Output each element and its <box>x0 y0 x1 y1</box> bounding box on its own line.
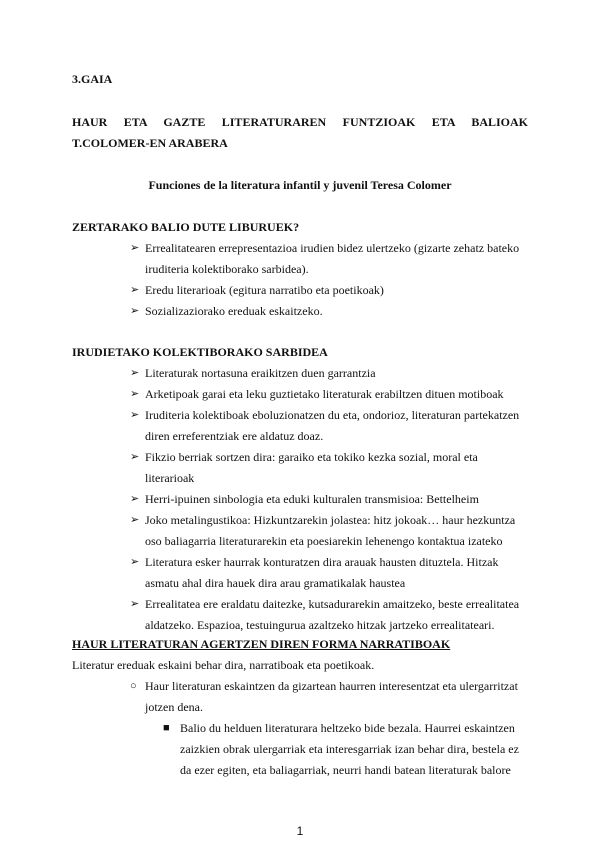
text-line: Fikzio berriak sortzen dira: garaiko eta tokiko kezka sozial, moral eta <box>145 450 478 464</box>
bullet-icon: ➢ <box>130 514 140 526</box>
bullet-icon: ➢ <box>130 367 140 379</box>
text-line: Haur literaturan eskaintzen da gizartean haurren interesentzat eta ulergarritzat <box>145 679 518 693</box>
list-item-text <box>145 405 519 447</box>
bullet-icon: ➢ <box>130 493 140 505</box>
list-item-text <box>145 510 515 552</box>
text-line: Literaturak nortasuna eraikitzen duen garrantzia <box>145 366 376 380</box>
section3-intro: Literatur ereduak eskaini behar dira, narratiboak eta poetikoak. <box>72 658 375 672</box>
text-line: iruditeria kolektiborako sarbidea). <box>145 262 309 276</box>
bullet-icon: ■ <box>163 722 170 734</box>
section2-heading: IRUDIETAKO KOLEKTIBORAKO SARBIDEA <box>72 345 328 359</box>
text-line: zaizkien obrak ulergarriak eta interesgarriak izan behar dira, bestela ez <box>180 742 519 756</box>
text-line: da ezer egiten, eta baliagarriak, neurri handi batean literaturak balore <box>180 763 511 777</box>
text-line: Arketipoak garai eta leku guztietako literaturak erabiltzen dituen motiboak <box>145 387 504 401</box>
list-item-text <box>145 489 479 510</box>
list-item-text <box>145 363 376 384</box>
text-line: Literatura esker haurrak konturatzen dira arauak hausten dituztela. Hitzak <box>145 555 499 569</box>
list-item-text <box>145 447 478 489</box>
bullet-icon: ○ <box>130 680 137 692</box>
list-item-text <box>145 238 519 280</box>
page-number: 1 <box>296 824 304 838</box>
bullet-icon: ➢ <box>130 305 140 317</box>
document-title <box>72 112 528 154</box>
text-line: Herri-ipuinen sinbologia eta eduki kulturalen transmisioa: Bettelheim <box>145 492 479 506</box>
text-line: Balio du helduen literaturara heltzeko bide bezala. Haurrei eskaintzen <box>180 721 515 735</box>
text-line: Joko metalingustikoa: Hizkuntzarekin jolastea: hitz jokoak… haur hezkuntza <box>145 513 516 527</box>
text-line: asmatu ahal dira hauek dira arau gramatikalak haustea <box>145 576 406 590</box>
list-item-text <box>145 552 499 594</box>
title-line-1: HAUR ETA GAZTE LITERATURAREN FUNTZIOAK ETA BALIOAK <box>72 115 528 129</box>
text-line: Errealitatea ere eraldatu daitezke, kutsadurarekin amaitzeko, beste errealitatea <box>145 597 520 611</box>
text-line: diren erreferentziak ere aldatuz doaz. <box>145 429 324 443</box>
text-line: Eredu literarioak (egitura narratibo eta poetikoak) <box>145 283 384 297</box>
list-item-text <box>145 676 518 718</box>
section1-heading: ZERTARAKO BALIO DUTE LIBURUEK? <box>72 220 300 234</box>
bullet-icon: ➢ <box>130 451 140 463</box>
title-line-2: T.COLOMER-EN ARABERA <box>72 136 228 150</box>
list-item-text <box>145 301 323 322</box>
text-line: Errealitatearen errepresentazioa irudien bidez ulertzeko (gizarte zehatz bateko <box>145 241 520 255</box>
topic-label: 3.GAIA <box>72 72 113 86</box>
bullet-icon: ➢ <box>130 388 140 400</box>
text-line: oso baliagarria literaturarekin eta poesiarekin lehenengo kontaktua izateko <box>145 534 503 548</box>
bullet-icon: ➢ <box>130 284 140 296</box>
list-item-text <box>145 594 519 636</box>
text-line: Sozializaziorako ereduak eskaitzeko. <box>145 304 323 318</box>
text-line: literarioak <box>145 471 195 485</box>
list-item-text <box>145 280 384 301</box>
text-line: jotzen dena. <box>145 700 203 714</box>
text-line: aldatzeko. Espazioa, testuingurua azaltzeko hitzak jartzeko errealitateari. <box>145 618 495 632</box>
bullet-icon: ➢ <box>130 242 140 254</box>
section3-heading: HAUR LITERATURAN AGERTZEN DIREN FORMA NARRATIBOAK <box>72 637 451 651</box>
list-item-text <box>145 384 504 405</box>
bullet-icon: ➢ <box>130 409 140 421</box>
bullet-icon: ➢ <box>130 556 140 568</box>
text-line: Iruditeria kolektiboak eboluzionatzen du eta, ondorioz, literaturan partekatzen <box>145 408 520 422</box>
subtitle: Funciones de la literatura infantil y juvenil Teresa Colomer <box>148 178 452 192</box>
bullet-icon: ➢ <box>130 598 140 610</box>
list-item-text <box>180 718 519 781</box>
